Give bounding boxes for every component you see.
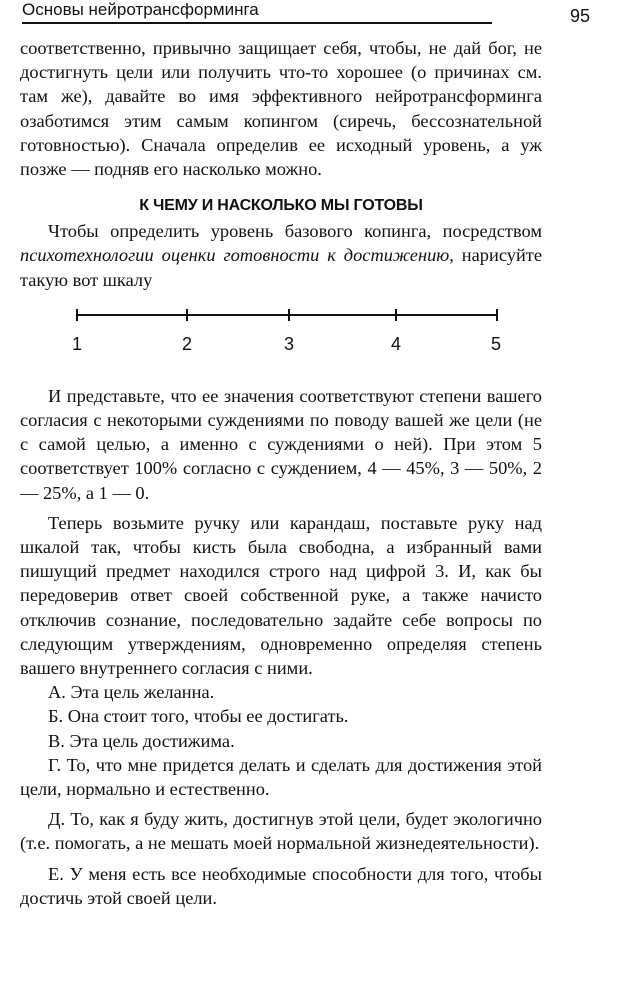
lead-text-end: нарисуйте такую вот шкалу <box>20 245 542 290</box>
statement-e: Е. У меня есть все необходимые способности для того, чтобы достичь этой своей цели. <box>20 863 542 908</box>
scale-label-2: 2 <box>181 333 192 354</box>
lead-italic-term: психотехнологии оценки готовности к достижению, <box>20 245 454 266</box>
scale-label-4: 4 <box>390 333 401 354</box>
running-title: Основы нейротрансформинга <box>22 0 259 19</box>
scale-tick-1 <box>76 309 78 321</box>
lead-text-start: Чтобы определить уровень базового копинга, посредством <box>48 221 542 242</box>
statement-v: В. Эта цель достижима. <box>48 730 235 751</box>
scale-label-3: 3 <box>283 333 294 354</box>
section-heading: К ЧЕМУ И НАСКОЛЬКО МЫ ГОТОВЫ <box>139 197 423 215</box>
instructions-paragraph: Теперь возьмите ручку или карандаш, поставьте руку над шкалой так, чтобы кисть была свободна, а избранный вами пишущий предмет находился строго над цифрой 3. И, как бы передоверив ответ своей собственной руке, а также начисто отключив сознание, последовательно задайте себе вопросы по следующим утверждениям, одновременно определяя степень вашего внутреннего согласия с ними. <box>20 512 542 679</box>
intro-paragraph: соответственно, привычно защищает себя, чтобы, не дай бог, не достигнуть цели или получить что-то хорошее (о причинах см. там же), давайте во имя эффективного нейротрансформинга озаботимся этим самым копингом (сиречь, бессознательной готовностью). Сначала определив ее исходный уровень, а уж позже — подняв его насколько можно. <box>20 38 542 180</box>
agreement-scale <box>20 292 542 384</box>
scale-tick-5 <box>496 309 498 321</box>
statement-d: Д. То, как я буду жить, достигнув этой цели, будет экологично (т.е. помогать, а не мешать моей нормальной жизнедеятельности). <box>20 809 542 854</box>
scale-label-1: 1 <box>71 333 82 354</box>
scale-tick-3 <box>288 309 290 321</box>
page-body <box>20 36 542 910</box>
scale-tick-2 <box>186 309 188 321</box>
page-header <box>22 0 492 24</box>
scale-tick-4 <box>395 309 397 321</box>
statement-a: А. Эта цель желанна. <box>48 682 215 703</box>
scale-line <box>76 314 498 316</box>
lead-paragraph <box>20 219 542 292</box>
statement-b: Б. Она стоит того, чтобы ее достигать. <box>48 706 349 727</box>
page-number: 95 <box>569 6 590 26</box>
scale-label-5: 5 <box>490 333 501 354</box>
statement-g: Г. То, что мне придется делать и сделать для достижения этой цели, нормально и естественно. <box>20 754 542 800</box>
scale-meaning-paragraph: И представьте, что ее значения соответствуют степени вашего согласия с некоторыми суждениями по поводу вашей же цели (не с самой целью, а именно с суждениями о ней). При этом 5 соответствует 100% согласно с суждением, 4 — 45%, 3 — 50%, 2 — 25%, а 1 — 0. <box>20 385 542 503</box>
